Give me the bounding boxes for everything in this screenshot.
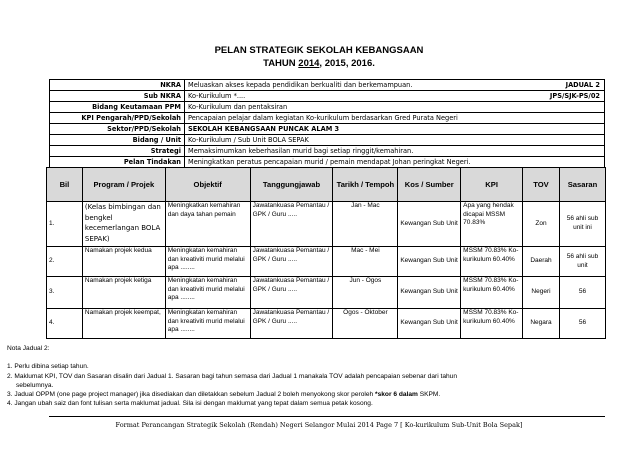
header-reference-code: JPS/SJK-PS/02: [549, 92, 600, 100]
header-label: Bidang / Unit: [50, 135, 185, 146]
cell-program: Namakan projek keempat,: [82, 309, 165, 339]
cell-kos: Kewangan Sub Unit: [398, 247, 461, 277]
cell-tanggungjawab: Jawatankuasa Pemantau / GPK / Guru .....: [250, 277, 333, 309]
cell-kos: Kewangan Sub Unit: [398, 309, 461, 339]
header-value: Pencapaian pelajar dalam kegiatan Ko-kurikulum berdasarkan Gred Purata Negeri: [185, 113, 605, 124]
header-label: Pelan Tindakan: [50, 157, 185, 168]
cell-tarikh: Mac - Mei: [333, 247, 398, 277]
header-row: [50, 91, 605, 102]
header-value: Ko-Kurikulum / Sub Unit BOLA SEPAK: [185, 135, 605, 146]
header-value: Ko-Kurikulum *.... JPS/SJK-PS/02: [185, 91, 605, 102]
cell-tov: Daerah: [523, 247, 560, 277]
header-label: Sub NKRA: [50, 91, 185, 102]
table-row: [47, 247, 606, 277]
cell-tarikh: Jun - Ogos: [333, 277, 398, 309]
header-row: [50, 135, 605, 146]
title-line-1: PELAN STRATEGIK SEKOLAH KEBANGSAAN: [214, 45, 424, 56]
note-2-cont: sebelumnya.: [16, 381, 54, 389]
cell-tanggungjawab: Jawatankuasa Pemantau / GPK / Guru .....: [250, 309, 333, 339]
cell-kpi: MSSM 70.83% Ko-kurikulum 60.40%: [461, 309, 523, 339]
header-label: Strategi: [50, 146, 185, 157]
table-row: [47, 309, 606, 339]
header-row: [50, 146, 605, 157]
cell-bil: 3.: [47, 277, 83, 309]
column-header: Sasaran: [559, 168, 605, 202]
cell-bil: 2.: [47, 247, 83, 277]
column-header: TOV: [523, 168, 560, 202]
header-row: [50, 80, 605, 91]
header-label: KPI Pengarah/PPD/Sekolah: [50, 113, 185, 124]
action-plan-table: [46, 167, 606, 339]
column-header: Kos / Sumber: [398, 168, 461, 202]
header-reference-code: JADUAL 2: [565, 81, 600, 89]
header-label: NKRA: [50, 80, 185, 91]
cell-objektif: Meningkatan kemahiran dan kreativiti murid melalui apa ........: [165, 247, 250, 277]
cell-objektif: Meningkatan kemahiran dan kreativiti murid melalui apa ........: [165, 309, 250, 339]
cell-kpi: MSSM 70.83% Ko-kurikulum 60.40%: [461, 247, 523, 277]
header-row: [50, 124, 605, 135]
column-header: Program / Projek: [82, 168, 165, 202]
table-notes: [7, 344, 627, 409]
header-label: Bidang Keutamaan PPM: [50, 102, 185, 113]
header-value: Ko-Kurikulum dan pentaksiran: [185, 102, 605, 113]
cell-tarikh: Ogos - Oktober: [333, 309, 398, 339]
header-label: Sektor/PPD/Sekolah: [50, 124, 185, 135]
cell-sasaran: 56: [559, 277, 605, 309]
strategy-header-table: [49, 79, 605, 168]
column-header: KPI: [461, 168, 523, 202]
table-row: [47, 202, 606, 247]
title-line-2: TAHUN 2014, 2015, 2016.: [263, 58, 375, 69]
header-value: SEKOLAH KEBANGSAAN PUNCAK ALAM 3: [185, 124, 605, 135]
note-2: 2. Maklumat KPI, TOV dan Sasaran disalin dari Jadual 1. Sasaran bagi tahun semasa dari Jadual 1 manakala TOV adalah pencapaian sebenar dari tahun: [7, 372, 458, 380]
header-row: [50, 102, 605, 113]
cell-program: Namakan projek kedua: [82, 247, 165, 277]
cell-kpi: MSSM 70.83% Ko-kurikulum 60.40%: [461, 277, 523, 309]
column-header: Tarikh / Tempoh: [333, 168, 398, 202]
column-header: Bil: [47, 168, 83, 202]
header-value: Meluaskan akses kepada pendidikan berkualiti dan berkemampuan. JADUAL 2: [185, 80, 605, 91]
cell-objektif: Meningkatkan kemahiran dan daya tahan pemain: [165, 202, 250, 247]
cell-sasaran: 56 ahli sub unit: [559, 247, 605, 277]
cell-program: (Kelas bimbingan dan bengkel kecemerlangan BOLA SEPAK): [82, 202, 165, 247]
note-4: 4. Jangan ubah saiz dan font tulisan serta maklumat jadual. Sila isi dengan maklumat yang tepat dalam semua petak kosong.: [7, 400, 373, 408]
column-header: Objektif: [165, 168, 250, 202]
header-row: [50, 157, 605, 168]
page-footer: Format Perancangan Strategik Sekolah (Rendah) Negeri Selangor Mulai 2014 Page 7 [ Ko-kurikulum Sub-Unit Bola Sepak]: [115, 421, 523, 429]
cell-tov: Negeri: [523, 277, 560, 309]
notes-heading: Nota Jadual 2:: [7, 345, 50, 352]
cell-tov: Negara: [523, 309, 560, 339]
cell-tov: Zon: [523, 202, 560, 247]
header-row: [50, 113, 605, 124]
cell-tarikh: Jan - Mac: [333, 202, 398, 247]
cell-kpi: Apa yang hendak dicapai MSSM 70.83%: [461, 202, 523, 247]
cell-tanggungjawab: Jawatankuasa Pemantau / GPK / Guru .....: [250, 202, 333, 247]
cell-sasaran: 56: [559, 309, 605, 339]
cell-kos: Kewangan Sub Unit: [398, 277, 461, 309]
cell-kos: Kewangan Sub Unit: [398, 202, 461, 247]
header-value: Memaksimumkan keberhasilan murid bagi setiap ringgit/kemahiran.: [185, 146, 605, 157]
document-title: [0, 44, 638, 70]
footer-divider: [49, 416, 605, 417]
cell-bil: 4.: [47, 309, 83, 339]
note-1: 1. Perlu dibina setiap tahun.: [7, 363, 89, 371]
table-row: [47, 277, 606, 309]
cell-objektif: Meningkatan kemahiran dan kreativiti murid melalui apa ........: [165, 277, 250, 309]
cell-sasaran: 56 ahli sub unit ini: [559, 202, 605, 247]
title-year: 2014: [298, 58, 320, 69]
cell-bil: 1.: [47, 202, 83, 247]
table-header-row: [47, 168, 606, 202]
note-3: 3. Jadual OPPM (one page project manager) jika disediakan dan diletakkan sebelum Jadual 2 boleh menyokong skor peroleh *skor 6 dalam SKPM.: [7, 391, 441, 399]
cell-tanggungjawab: Jawatankuasa Pemantau / GPK / Guru .....: [250, 247, 333, 277]
column-header: Tanggungjawab: [250, 168, 333, 202]
header-value: Meningkatkan peratus pencapaian murid / pemain mendapat Johan peringkat Negeri.: [185, 157, 605, 168]
cell-program: Namakan projek ketiga: [82, 277, 165, 309]
